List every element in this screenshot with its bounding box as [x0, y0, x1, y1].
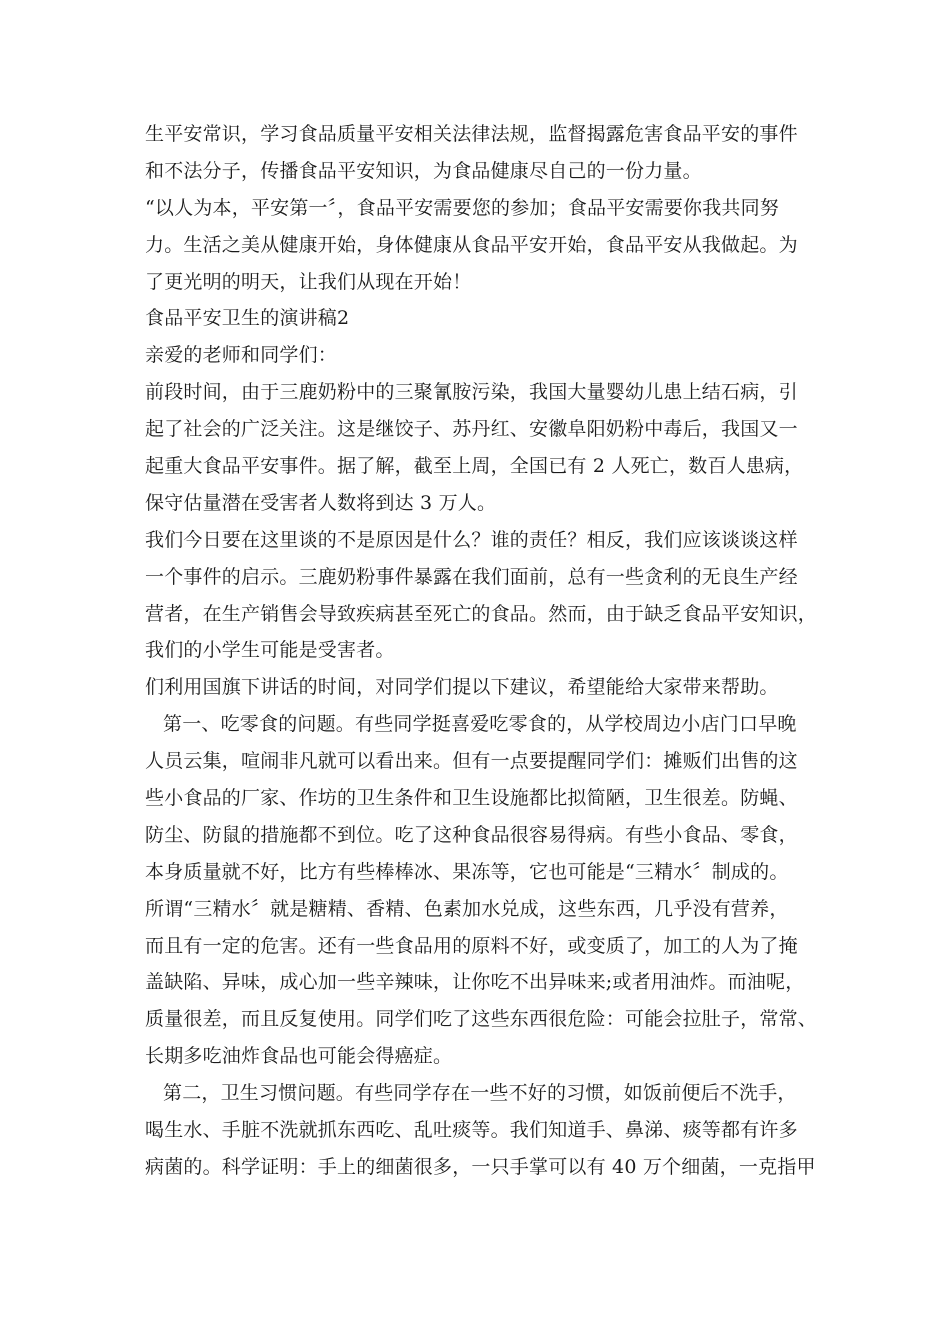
- document-page: [145, 116, 818, 1186]
- text-line: 质量很差，而且反复使用。同学们吃了这些东西很危险：可能会拉肚子，常常、: [145, 1008, 818, 1031]
- text-line: 保守估量潜在受害者人数将到达 3 万人。: [145, 491, 497, 514]
- text-line: 前段时间，由于三鹿奶粉中的三聚氰胺污染，我国大量婴幼儿患上结石病，引: [145, 381, 798, 404]
- text-line: 喝生水、手脏不洗就抓东西吃、乱吐痰等。我们知道手、鼻涕、痰等都有许多: [145, 1119, 798, 1142]
- text-line: 一个事件的启示。三鹿奶粉事件暴露在我们面前，总有一些贪利的无良生产经: [145, 565, 798, 588]
- text-line: 本身质量就不好，比方有些棒棒冰、果冻等，它也可能是“三精水〞制成的。: [145, 860, 789, 883]
- text-line: 生平安常识，学习食品质量平安相关法律法规，监督揭露危害食品平安的事件: [145, 123, 798, 145]
- text-line: 长期多吃油炸食品也可能会得癌症。: [145, 1045, 453, 1068]
- text-line: 病菌的。科学证明：手上的细菌很多，一只手掌可以有 40 万个细菌，一克指甲: [145, 1155, 816, 1178]
- section-heading: 食品平安卫生的演讲稿2: [145, 307, 350, 330]
- text-line: 些小食品的厂家、作坊的卫生条件和卫生设施都比拟简陋，卫生很差。防蝇、: [145, 787, 798, 810]
- text-line: 营者，在生产销售会导致疾病甚至死亡的食品。然而，由于缺乏食品平安知识，: [145, 602, 818, 625]
- text-line: 所谓“三精水〞就是糖精、香精、色素加水兑成，这些东西，几乎没有营养，: [145, 897, 789, 920]
- text-line: 第一、吃零食的问题。有些同学挺喜爱吃零食的，从学校周边小店门口早晚: [163, 713, 797, 736]
- text-line: 们利用国旗下讲话的时间，对同学们提以下建议，希望能给大家带来帮助。: [145, 676, 779, 699]
- text-line: 了更光明的明天，让我们从现在开始！: [145, 270, 472, 293]
- text-line: 人员云集，喧闹非凡就可以看出来。但有一点要提醒同学们：摊贩们出售的这: [145, 750, 798, 773]
- text-line: 我们今日要在这里谈的不是原因是什么？谁的责任？相反，我们应该谈谈这样: [145, 528, 798, 551]
- salutation: 亲爱的老师和同学们：: [145, 344, 338, 367]
- text-line: 防尘、防鼠的措施都不到位。吃了这种食品很容易得病。有些小食品、零食，: [145, 823, 798, 846]
- text-line: 我们的小学生可能是受害者。: [145, 639, 395, 662]
- text-line: 力。生活之美从健康开始，身体健康从食品平安开始，食品平安从我做起。为: [145, 233, 798, 256]
- text-line: 而且有一定的危害。还有一些食品用的原料不好，或变质了，加工的人为了掩: [145, 934, 798, 957]
- text-line: 第二，卫生习惯问题。有些同学存在一些不好的习惯，如饭前便后不洗手，: [163, 1082, 797, 1105]
- text-line: 起了社会的广泛关注。这是继饺子、苏丹红、安徽阜阳奶粉中毒后，我国又一: [145, 418, 798, 441]
- text-line: 起重大食品平安事件。据了解，截至上周，全国已有 2 人死亡，数百人患病，: [145, 455, 804, 478]
- text-line: 和不法分子，传播食品平安知识，为食品健康尽自己的一份力量。: [145, 159, 702, 182]
- text-line: 盖缺陷、异味，成心加一些辛辣味，让你吃不出异味来;或者用油炸。而油呢，: [145, 971, 805, 994]
- text-line: “以人为本，平安第一〞，食品平安需要您的参加；食品平安需要你我共同努: [145, 196, 780, 219]
